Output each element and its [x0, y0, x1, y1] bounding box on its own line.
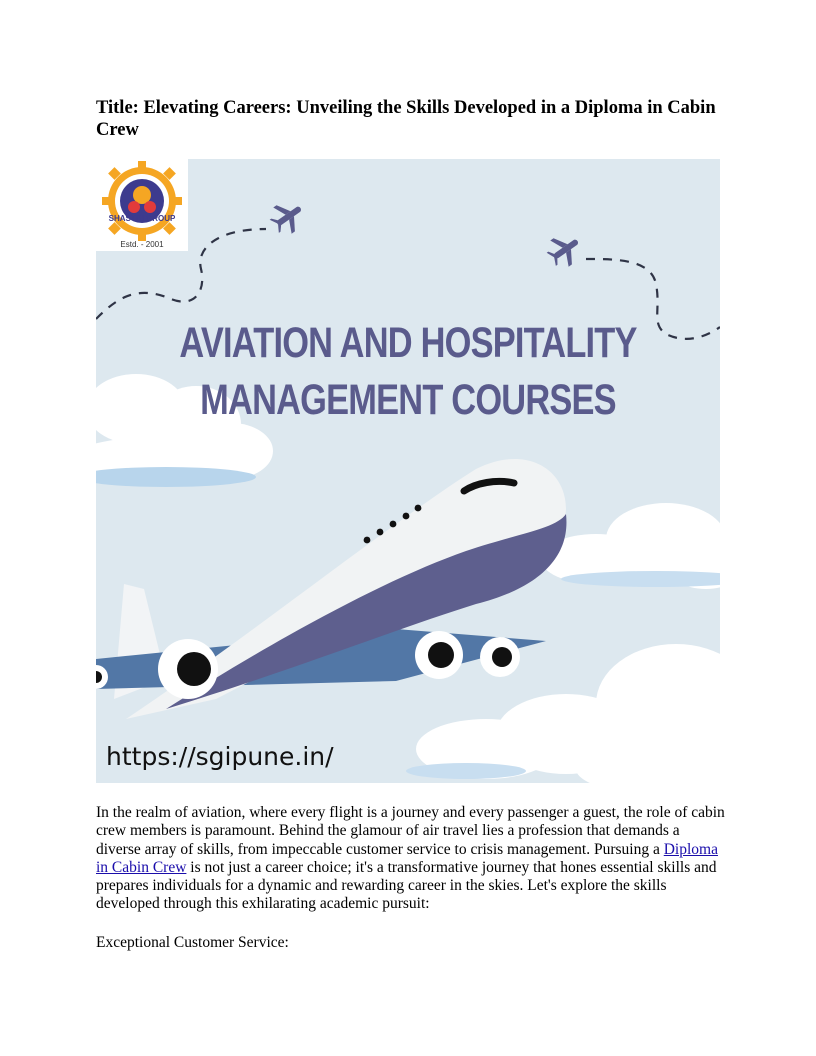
banner-website-url: https://sgipune.in/: [106, 742, 334, 771]
document-title: Title: Elevating Careers: Unveiling the Skills Developed in a Diploma in Cabin Crew: [96, 98, 716, 140]
shastri-group-seal: [96, 159, 188, 251]
banner-headline-line2: MANAGEMENT COURSES: [200, 376, 616, 424]
section-heading-customer-service: Exceptional Customer Service:: [96, 934, 289, 951]
intro-text-part1: In the realm of aviation, where every flight is a journey and every passenger a guest, the role of cabin crew members is paramount. Behind the glamour of air travel lies a profession that demands a diverse array of skills, from impeccable customer service to crisis management. Pursuing a: [96, 804, 725, 858]
logo-name: SHASTRI GROUP: [108, 214, 176, 223]
banner-illustration: [96, 159, 720, 783]
intro-text-part2: is not just a career choice; it's a transformative journey that hones essential skills and prepares individuals for a dynamic and rewarding career in the skies. Let's explore the skills developed through this exhilarating academic pursuit:: [96, 858, 717, 913]
diploma-cabin-crew-link[interactable]: Diploma in Cabin Crew: [96, 840, 718, 876]
intro-paragraph: [96, 804, 726, 914]
shastri-group-logo: [96, 159, 188, 251]
logo-established-year: Estd. - 2001: [120, 240, 164, 249]
course-banner-image: [96, 159, 720, 783]
banner-headline-line1: AVIATION AND HOSPITALITY: [179, 319, 637, 367]
